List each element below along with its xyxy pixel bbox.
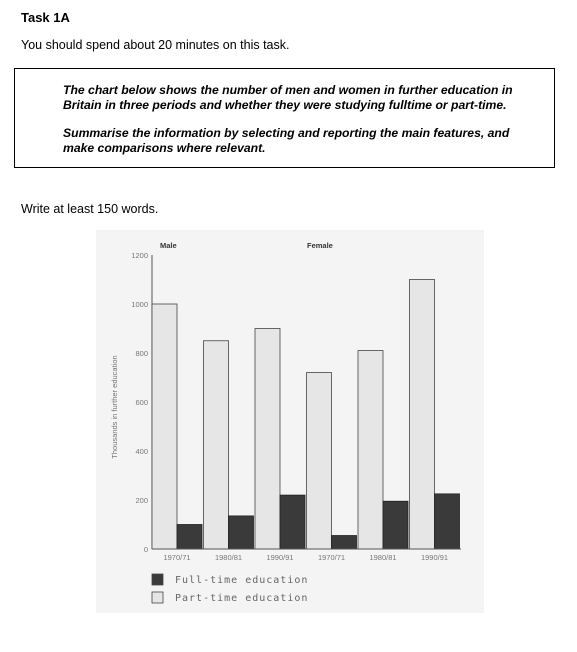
x-tick-label: 1970/71 [163, 553, 191, 562]
x-tick-label: 1980/81 [214, 553, 243, 562]
legend-swatch [152, 574, 163, 585]
task-title: Task 1A [21, 10, 70, 25]
y-tick-label: 800 [135, 349, 148, 358]
part-time-bar [410, 280, 435, 550]
y-tick-label: 600 [135, 398, 148, 407]
time-instruction: You should spend about 20 minutes on this task. [21, 38, 290, 52]
part-time-bar [255, 329, 280, 550]
x-tick-label: 1980/81 [369, 553, 397, 562]
full-time-bar [383, 501, 408, 549]
part-time-bar [152, 304, 177, 549]
y-tick-label: 400 [135, 447, 148, 456]
part-time-bar [204, 341, 229, 549]
full-time-bar [280, 495, 305, 549]
x-tick-label: 1990/91 [420, 553, 449, 562]
group-label-male: Male [160, 241, 177, 250]
prompt-description: The chart below shows the number of men and women in further education in Britain in three periods and whether they were studying fulltime or part-time. [63, 83, 513, 112]
x-tick-label: 1970/71 [317, 553, 346, 562]
part-time-bar [307, 373, 332, 549]
legend-swatch [152, 592, 163, 603]
word-count-instruction: Write at least 150 words. [21, 202, 159, 216]
legend-label: Full-time education [175, 575, 309, 586]
full-time-bar [435, 494, 460, 549]
full-time-bar [177, 525, 202, 550]
y-tick-label: 0 [143, 545, 148, 554]
y-tick-label: 1000 [131, 300, 148, 309]
y-tick-label: 200 [135, 496, 148, 505]
legend-label: Part-time education [175, 593, 309, 604]
full-time-bar [229, 516, 254, 549]
part-time-bar [358, 351, 383, 549]
group-label-female: Female [307, 241, 333, 250]
y-tick-label: 1200 [131, 251, 148, 260]
full-time-bar [332, 536, 357, 549]
x-tick-label: 1990/91 [266, 553, 294, 562]
prompt-directions: Summarise the information by selecting and reporting the main features, and make comparisons where relevant. [63, 126, 510, 155]
y-axis-label: Thousands in further education [110, 355, 119, 459]
